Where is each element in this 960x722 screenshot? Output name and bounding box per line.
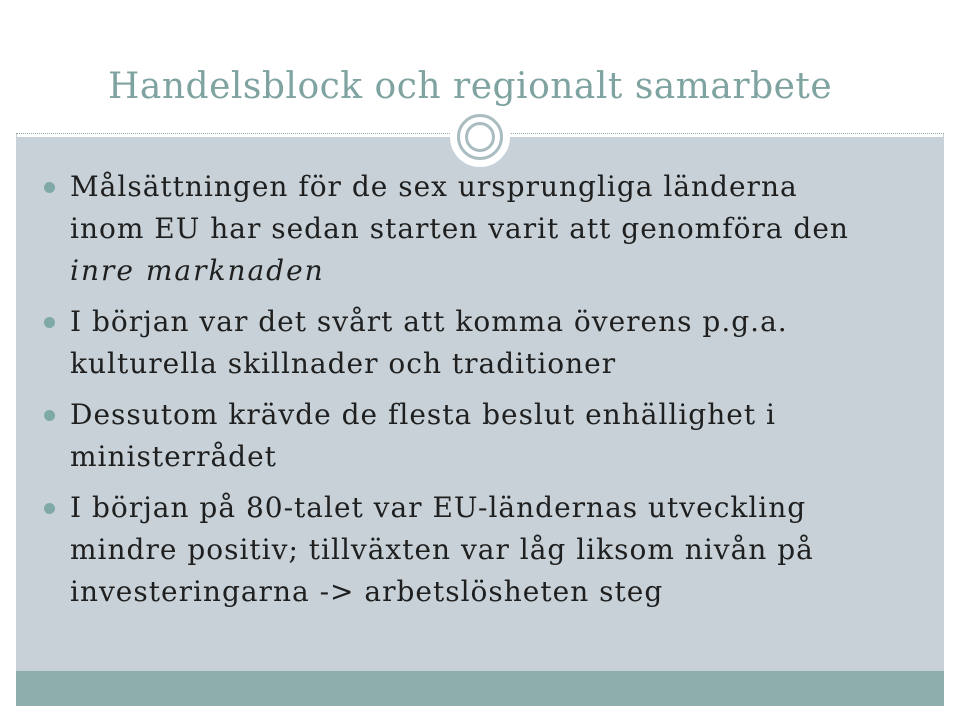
bullet-line-italic: inre marknaden <box>70 254 325 287</box>
bullet-dot-icon <box>44 503 55 514</box>
bullet-line: kulturella skillnader och traditioner <box>70 347 617 380</box>
emblem-inner-ring <box>465 122 495 152</box>
emblem-outer-ring <box>457 114 503 160</box>
bullet-list <box>0 166 900 622</box>
bullet-line: I början på 80-talet var EU-ländernas utveckling <box>70 491 807 524</box>
bullet-item <box>0 301 900 385</box>
concentric-circles-icon <box>450 107 510 167</box>
bullet-line: ministerrådet <box>70 440 277 473</box>
bullet-line: investeringarna -> arbetslösheten steg <box>70 575 664 608</box>
bullet-line: Dessutom krävde de flesta beslut enhällighet i <box>70 398 776 431</box>
bullet-item <box>0 166 900 292</box>
bullet-line: Målsättningen för de sex ursprungliga länderna <box>70 170 798 203</box>
bullet-line: I början var det svårt att komma överens p.g.a. <box>70 305 788 338</box>
bullet-dot-icon <box>44 182 55 193</box>
bullet-line: mindre positiv; tillväxten var låg liksom nivån på <box>70 533 814 566</box>
slide-title: Handelsblock och regionalt samarbete <box>108 66 833 107</box>
bullet-item <box>0 487 900 613</box>
bottom-bar <box>16 671 944 706</box>
bullet-item <box>0 394 900 478</box>
bullet-line: inom EU har sedan starten varit att genomföra den <box>70 212 849 245</box>
bullet-dot-icon <box>44 317 55 328</box>
bullet-dot-icon <box>44 410 55 421</box>
